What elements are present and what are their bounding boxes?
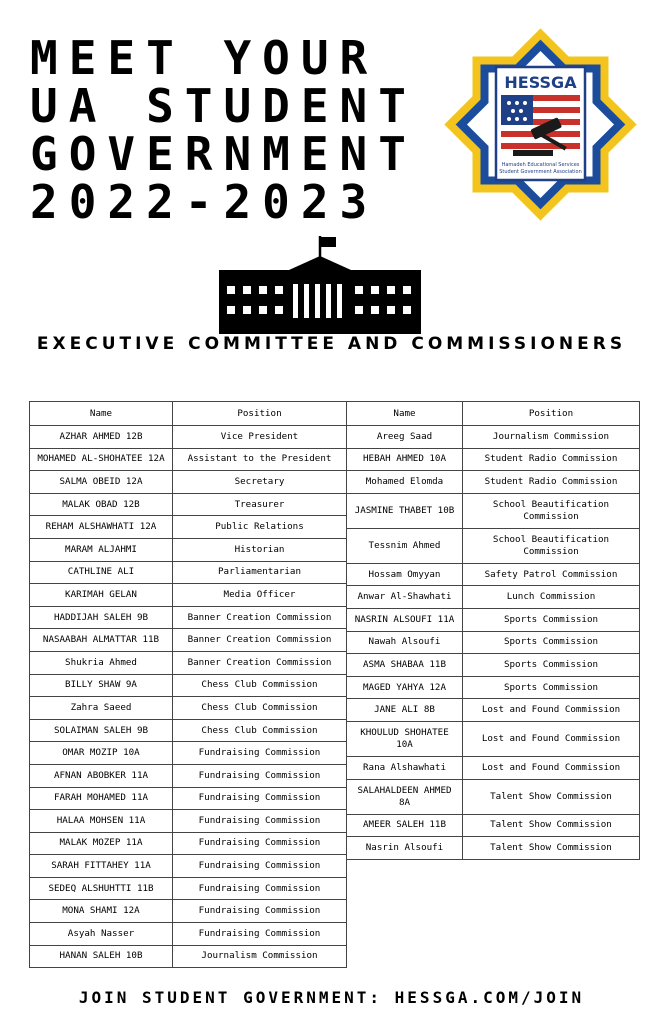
table-row: [30, 877, 347, 900]
column-header-name: Name: [30, 402, 173, 426]
title-line: 2022-2023: [30, 175, 379, 229]
member-name: Areeg Saad: [347, 426, 463, 449]
member-position: Sports Commission: [463, 631, 640, 654]
table-row: [30, 651, 347, 674]
column-header-position: Position: [463, 402, 640, 426]
member-name: KHOULUD SHOHATEE 10A: [347, 721, 463, 756]
member-position: School Beautification Commission: [463, 528, 640, 563]
flag-icon: [501, 95, 580, 155]
table-row: [347, 814, 640, 837]
member-name: Zahra Saeed: [30, 697, 173, 720]
member-position: Lost and Found Commission: [463, 699, 640, 722]
member-name: HADDIJAH SALEH 9B: [30, 606, 173, 629]
title-line: GOVERNMENT: [30, 127, 417, 181]
member-name: REHAM ALSHAWHATI 12A: [30, 516, 173, 539]
member-position: Sports Commission: [463, 608, 640, 631]
section-subtitle: EXECUTIVE COMMITTEE AND COMMISSIONERS: [36, 334, 627, 354]
member-name: Shukria Ahmed: [30, 651, 173, 674]
member-position: Chess Club Commission: [173, 697, 347, 720]
table-row: [30, 855, 347, 878]
table-row: [347, 586, 640, 609]
column-header-position: Position: [173, 402, 347, 426]
title-line: MEET YOUR: [30, 31, 379, 85]
table-row: [30, 719, 347, 742]
table-row: [30, 764, 347, 787]
member-position: Fundraising Commission: [173, 810, 347, 833]
table-row: [30, 923, 347, 946]
table-row: [347, 756, 640, 779]
column-header-name: Name: [347, 402, 463, 426]
table-row: [30, 832, 347, 855]
member-position: Banner Creation Commission: [173, 629, 347, 652]
member-position: Talent Show Commission: [463, 814, 640, 837]
member-position: Vice President: [173, 426, 347, 449]
member-name: Mohamed Elomda: [347, 471, 463, 494]
member-position: School Beautification Commission: [463, 493, 640, 528]
member-position: Media Officer: [173, 584, 347, 607]
member-name: HALAA MOHSEN 11A: [30, 810, 173, 833]
member-name: HANAN SALEH 10B: [30, 945, 173, 968]
member-position: Lost and Found Commission: [463, 756, 640, 779]
table-row: [30, 561, 347, 584]
table-row: [347, 654, 640, 677]
capitol-building-icon: [219, 234, 421, 334]
member-name: MONA SHAMI 12A: [30, 900, 173, 923]
table-row: [30, 787, 347, 810]
member-position: Assistant to the President: [173, 448, 347, 471]
member-name: Asyah Nasser: [30, 923, 173, 946]
member-name: MOHAMED AL-SHOHATEE 12A: [30, 448, 173, 471]
table-row: [30, 448, 347, 471]
member-position: Banner Creation Commission: [173, 651, 347, 674]
table-row: [347, 837, 640, 860]
member-name: ASMA SHABAA 11B: [347, 654, 463, 677]
member-position: Public Relations: [173, 516, 347, 539]
member-name: JASMINE THABET 10B: [347, 493, 463, 528]
table-row: [30, 697, 347, 720]
table-row: [347, 721, 640, 756]
member-position: Talent Show Commission: [463, 837, 640, 860]
member-name: BILLY SHAW 9A: [30, 674, 173, 697]
member-position: Fundraising Commission: [173, 877, 347, 900]
table-row: [30, 900, 347, 923]
member-position: Fundraising Commission: [173, 764, 347, 787]
member-position: Historian: [173, 538, 347, 561]
member-position: Lunch Commission: [463, 586, 640, 609]
member-name: HEBAH AHMED 10A: [347, 448, 463, 471]
table-row: [30, 945, 347, 968]
table-row: [30, 606, 347, 629]
member-position: Lost and Found Commission: [463, 721, 640, 756]
member-position: Talent Show Commission: [463, 779, 640, 814]
table-row: [347, 608, 640, 631]
member-name: Nasrin Alsoufi: [347, 837, 463, 860]
table-row: [30, 810, 347, 833]
member-position: Parliamentarian: [173, 561, 347, 584]
member-name: KARIMAH GELAN: [30, 584, 173, 607]
member-name: NASRIN ALSOUFI 11A: [347, 608, 463, 631]
member-name: CATHLINE ALI: [30, 561, 173, 584]
logo-line2: Student Government Association: [499, 169, 582, 175]
roster-table-right: [346, 401, 640, 860]
table-row: [30, 538, 347, 561]
member-name: JANE ALI 8B: [347, 699, 463, 722]
member-name: SEDEQ ALSHUHTTI 11B: [30, 877, 173, 900]
member-position: Student Radio Commission: [463, 471, 640, 494]
member-name: Hossam Omyyan: [347, 563, 463, 586]
member-position: Student Radio Commission: [463, 448, 640, 471]
table-row: [347, 426, 640, 449]
hessga-logo: [443, 27, 638, 222]
member-name: AZHAR AHMED 12B: [30, 426, 173, 449]
page-title: [30, 31, 417, 229]
table-row: [347, 563, 640, 586]
table-row: [30, 584, 347, 607]
member-name: OMAR MOZIP 10A: [30, 742, 173, 765]
title-line: UA STUDENT: [30, 79, 417, 133]
member-position: Fundraising Commission: [173, 742, 347, 765]
table-row: [30, 426, 347, 449]
member-position: Chess Club Commission: [173, 674, 347, 697]
table-row: [30, 674, 347, 697]
member-position: Secretary: [173, 471, 347, 494]
member-position: Fundraising Commission: [173, 923, 347, 946]
member-name: NASAABAH ALMATTAR 11B: [30, 629, 173, 652]
member-name: AFNAN ABOBKER 11A: [30, 764, 173, 787]
table-row: [347, 676, 640, 699]
member-name: MALAK OBAD 12B: [30, 493, 173, 516]
member-position: Journalism Commission: [173, 945, 347, 968]
logo-abbr: HESSGA: [504, 73, 577, 92]
member-position: Fundraising Commission: [173, 832, 347, 855]
roster-table-left: [29, 401, 347, 968]
table-row: [30, 471, 347, 494]
member-name: Tessnim Ahmed: [347, 528, 463, 563]
member-name: Nawah Alsoufi: [347, 631, 463, 654]
member-name: Anwar Al-Shawhati: [347, 586, 463, 609]
logo-line1: Hamadeh Educational Services: [501, 162, 580, 168]
member-name: AMEER SALEH 11B: [347, 814, 463, 837]
member-name: FARAH MOHAMED 11A: [30, 787, 173, 810]
join-footer: JOIN STUDENT GOVERNMENT: HESSGA.COM/JOIN: [78, 988, 585, 1007]
member-name: Rana Alshawhati: [347, 756, 463, 779]
member-name: SOLAIMAN SALEH 9B: [30, 719, 173, 742]
table-row: [347, 448, 640, 471]
member-name: SARAH FITTAHEY 11A: [30, 855, 173, 878]
table-row: [347, 493, 640, 528]
member-position: Fundraising Commission: [173, 787, 347, 810]
table-row: [347, 471, 640, 494]
member-position: Fundraising Commission: [173, 900, 347, 923]
member-name: MAGED YAHYA 12A: [347, 676, 463, 699]
table-row: [30, 493, 347, 516]
member-position: Banner Creation Commission: [173, 606, 347, 629]
table-row: [347, 779, 640, 814]
table-row: [30, 516, 347, 539]
member-position: Fundraising Commission: [173, 855, 347, 878]
member-position: Safety Patrol Commission: [463, 563, 640, 586]
member-position: Sports Commission: [463, 654, 640, 677]
table-row: [30, 742, 347, 765]
table-row: [30, 629, 347, 652]
member-name: MARAM ALJAHMI: [30, 538, 173, 561]
member-position: Journalism Commission: [463, 426, 640, 449]
table-row: [347, 699, 640, 722]
member-name: SALMA OBEID 12A: [30, 471, 173, 494]
table-row: [347, 631, 640, 654]
member-position: Chess Club Commission: [173, 719, 347, 742]
member-name: MALAK MOZEP 11A: [30, 832, 173, 855]
table-row: [347, 528, 640, 563]
member-position: Treasurer: [173, 493, 347, 516]
member-position: Sports Commission: [463, 676, 640, 699]
member-name: SALAHALDEEN AHMED 8A: [347, 779, 463, 814]
